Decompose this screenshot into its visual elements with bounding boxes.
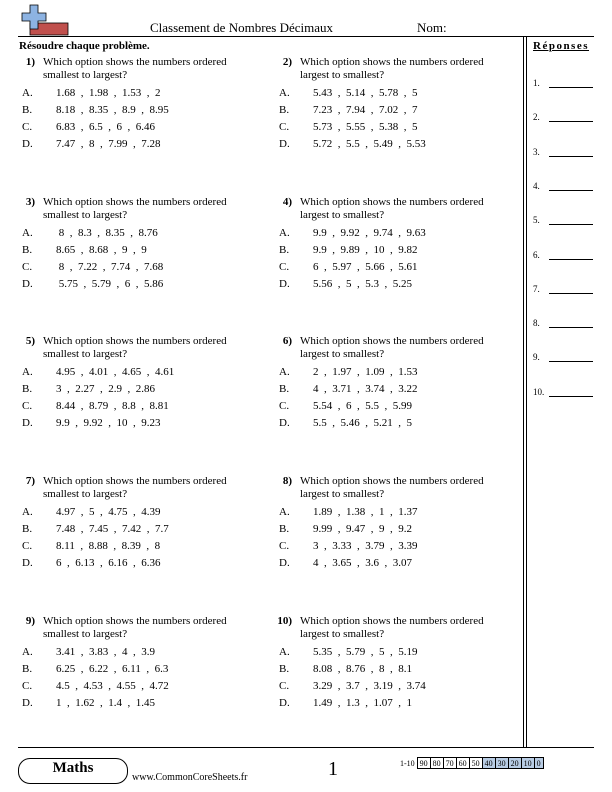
option-value: 2 , 1.97 , 1.09 , 1.53 bbox=[313, 366, 418, 378]
option-value: 4 , 3.71 , 3.74 , 3.22 bbox=[313, 383, 418, 395]
option-value: 9.9 , 9.92 , 9.74 , 9.63 bbox=[313, 227, 426, 239]
problem-number: 4) bbox=[282, 196, 292, 208]
instruction-text: Résoudre chaque problème. bbox=[19, 40, 150, 52]
problem-7 bbox=[19, 475, 259, 575]
score-range: 1-10 bbox=[400, 758, 415, 768]
problem-number: 2) bbox=[282, 56, 292, 68]
option-letter: D. bbox=[279, 417, 290, 429]
option-value: 8 , 7.22 , 7.74 , 7.68 bbox=[56, 261, 164, 273]
answer-blank[interactable] bbox=[549, 327, 593, 328]
option-letter: B. bbox=[279, 383, 290, 395]
answers-divider bbox=[523, 36, 524, 747]
problem-8 bbox=[276, 475, 516, 575]
answer-number: 2. bbox=[533, 112, 540, 123]
question-text: Which option shows the numbers ordered largest to smallest? bbox=[300, 475, 484, 500]
option-letter: A. bbox=[279, 646, 290, 658]
option-letter: A. bbox=[279, 366, 290, 378]
option-letter: B. bbox=[22, 244, 33, 256]
problem-2 bbox=[276, 56, 516, 156]
subject-label: Maths bbox=[52, 760, 94, 776]
header-divider bbox=[18, 36, 594, 37]
option-value: 5.35 , 5.79 , 5 , 5.19 bbox=[313, 646, 418, 658]
problem-number: 9) bbox=[25, 615, 35, 627]
option-letter: D. bbox=[22, 417, 33, 429]
answer-blank[interactable] bbox=[549, 190, 593, 191]
problem-number: 8) bbox=[282, 475, 292, 487]
answer-number: 5. bbox=[533, 215, 540, 226]
question-text: Which option shows the numbers ordered largest to smallest? bbox=[300, 56, 484, 81]
option-value: 8.18 , 8.35 , 8.9 , 8.95 bbox=[56, 104, 169, 116]
score-cell: 50 bbox=[469, 758, 482, 769]
score-cell: 90 bbox=[417, 758, 430, 769]
question-text: Which option shows the numbers ordered smallest to largest? bbox=[43, 335, 227, 360]
option-letter: C. bbox=[22, 540, 33, 552]
option-value: 5.75 , 5.79 , 6 , 5.86 bbox=[56, 278, 164, 290]
problem-6 bbox=[276, 335, 516, 435]
option-letter: D. bbox=[22, 138, 33, 150]
option-value: 7.23 , 7.94 , 7.02 , 7 bbox=[313, 104, 418, 116]
option-value: 5.73 , 5.55 , 5.38 , 5 bbox=[313, 121, 418, 133]
question-text: Which option shows the numbers ordered smallest to largest? bbox=[43, 196, 227, 221]
answer-number: 9. bbox=[533, 352, 540, 363]
option-value: 8.44 , 8.79 , 8.8 , 8.81 bbox=[56, 400, 169, 412]
answer-number: 7. bbox=[533, 283, 540, 294]
option-letter: B. bbox=[22, 104, 33, 116]
option-letter: C. bbox=[279, 261, 290, 273]
option-letter: D. bbox=[279, 697, 290, 709]
score-cell: 70 bbox=[443, 758, 456, 769]
score-cell: 20 bbox=[508, 758, 521, 769]
score-cell: 30 bbox=[495, 758, 508, 769]
option-value: 6 , 6.13 , 6.16 , 6.36 bbox=[56, 557, 161, 569]
option-value: 8.08 , 8.76 , 8 , 8.1 bbox=[313, 663, 412, 675]
option-letter: A. bbox=[279, 506, 290, 518]
option-letter: D. bbox=[22, 278, 33, 290]
option-value: 6 , 5.97 , 5.66 , 5.61 bbox=[313, 261, 418, 273]
option-letter: C. bbox=[22, 400, 33, 412]
answer-number: 4. bbox=[533, 180, 540, 191]
option-value: 5.5 , 5.46 , 5.21 , 5 bbox=[313, 417, 412, 429]
option-letter: C. bbox=[22, 121, 33, 133]
option-letter: B. bbox=[279, 104, 290, 116]
option-value: 8.11 , 8.88 , 8.39 , 8 bbox=[56, 540, 161, 552]
score-cell: 0 bbox=[534, 758, 543, 769]
site-url: www.CommonCoreSheets.fr bbox=[132, 772, 248, 783]
option-letter: A. bbox=[22, 87, 33, 99]
name-label: Nom: bbox=[417, 20, 447, 35]
option-letter: B. bbox=[279, 663, 290, 675]
option-value: 5.72 , 5.5 , 5.49 , 5.53 bbox=[313, 138, 426, 150]
problem-4 bbox=[276, 196, 516, 296]
option-letter: D. bbox=[22, 697, 33, 709]
option-letter: A. bbox=[22, 366, 33, 378]
option-value: 5.43 , 5.14 , 5.78 , 5 bbox=[313, 87, 418, 99]
problem-number: 5) bbox=[25, 335, 35, 347]
problem-number: 1) bbox=[25, 56, 35, 68]
option-value: 3 , 3.33 , 3.79 , 3.39 bbox=[313, 540, 418, 552]
problem-9 bbox=[19, 615, 259, 715]
question-text: Which option shows the numbers ordered largest to smallest? bbox=[300, 335, 484, 360]
option-value: 9.99 , 9.47 , 9 , 9.2 bbox=[313, 523, 412, 535]
option-letter: C. bbox=[22, 261, 33, 273]
answers-divider bbox=[526, 36, 527, 747]
question-text: Which option shows the numbers ordered smallest to largest? bbox=[43, 615, 227, 640]
option-value: 8 , 8.3 , 8.35 , 8.76 bbox=[56, 227, 158, 239]
problem-number: 7) bbox=[25, 475, 35, 487]
answer-blank[interactable] bbox=[549, 121, 593, 122]
answer-number: 1. bbox=[533, 78, 540, 88]
score-cell: 10 bbox=[521, 758, 534, 769]
option-value: 4.95 , 4.01 , 4.65 , 4.61 bbox=[56, 366, 175, 378]
plus-cross-logo-icon bbox=[18, 4, 70, 38]
answer-blank[interactable] bbox=[549, 259, 593, 260]
option-letter: A. bbox=[22, 646, 33, 658]
answer-number: 3. bbox=[533, 146, 540, 157]
answer-blank[interactable] bbox=[549, 87, 593, 88]
option-value: 3 , 2.27 , 2.9 , 2.86 bbox=[56, 383, 155, 395]
option-letter: C. bbox=[22, 680, 33, 692]
option-value: 6.83 , 6.5 , 6 , 6.46 bbox=[56, 121, 155, 133]
footer-divider bbox=[18, 747, 594, 748]
score-cell: 60 bbox=[456, 758, 469, 769]
problem-1 bbox=[19, 56, 259, 156]
problem-5 bbox=[19, 335, 259, 435]
option-value: 1.68 , 1.98 , 1.53 , 2 bbox=[56, 87, 161, 99]
score-row bbox=[398, 758, 543, 769]
option-letter: B. bbox=[279, 523, 290, 535]
option-value: 9.9 , 9.89 , 10 , 9.82 bbox=[313, 244, 418, 256]
problem-10 bbox=[276, 615, 516, 715]
score-cell: 40 bbox=[482, 758, 495, 769]
option-value: 3.29 , 3.7 , 3.19 , 3.74 bbox=[313, 680, 426, 692]
answer-blank[interactable] bbox=[549, 396, 593, 397]
option-value: 5.56 , 5 , 5.3 , 5.25 bbox=[313, 278, 412, 290]
answer-number: 10. bbox=[533, 386, 545, 397]
option-letter: D. bbox=[279, 278, 290, 290]
problem-number: 10) bbox=[277, 615, 292, 627]
answer-blank[interactable] bbox=[549, 156, 593, 157]
option-letter: B. bbox=[22, 663, 33, 675]
score-cell: 80 bbox=[430, 758, 443, 769]
option-letter: A. bbox=[22, 227, 33, 239]
option-letter: A. bbox=[279, 227, 290, 239]
option-value: 4.97 , 5 , 4.75 , 4.39 bbox=[56, 506, 161, 518]
option-letter: C. bbox=[279, 680, 290, 692]
option-value: 1 , 1.62 , 1.4 , 1.45 bbox=[56, 697, 155, 709]
question-text: Which option shows the numbers ordered largest to smallest? bbox=[300, 615, 484, 640]
problem-number: 3) bbox=[25, 196, 35, 208]
option-value: 5.54 , 6 , 5.5 , 5.99 bbox=[313, 400, 412, 412]
option-value: 6.25 , 6.22 , 6.11 , 6.3 bbox=[56, 663, 169, 675]
answers-title: Réponses bbox=[533, 40, 590, 52]
option-value: 8.65 , 8.68 , 9 , 9 bbox=[56, 244, 147, 256]
option-letter: A. bbox=[22, 506, 33, 518]
page-title: Classement de Nombres Décimaux bbox=[150, 20, 334, 35]
option-value: 4 , 3.65 , 3.6 , 3.07 bbox=[313, 557, 412, 569]
option-letter: B. bbox=[22, 523, 33, 535]
problem-number: 6) bbox=[282, 335, 292, 347]
score-table bbox=[398, 757, 544, 769]
answer-blank[interactable] bbox=[549, 293, 593, 294]
page-number: 1 bbox=[328, 758, 338, 780]
option-letter: C. bbox=[279, 121, 290, 133]
answer-blank[interactable] bbox=[549, 224, 593, 225]
option-value: 4.5 , 4.53 , 4.55 , 4.72 bbox=[56, 680, 169, 692]
option-letter: D. bbox=[279, 557, 290, 569]
answer-number: 8. bbox=[533, 318, 540, 329]
answer-blank[interactable] bbox=[549, 361, 593, 362]
option-letter: C. bbox=[279, 540, 290, 552]
option-letter: D. bbox=[22, 557, 33, 569]
option-letter: D. bbox=[279, 138, 290, 150]
option-letter: B. bbox=[279, 244, 290, 256]
option-letter: B. bbox=[22, 383, 33, 395]
option-value: 3.41 , 3.83 , 4 , 3.9 bbox=[56, 646, 155, 658]
question-text: Which option shows the numbers ordered smallest to largest? bbox=[43, 56, 227, 81]
option-value: 1.89 , 1.38 , 1 , 1.37 bbox=[313, 506, 418, 518]
answer-number: 6. bbox=[533, 249, 540, 260]
question-text: Which option shows the numbers ordered smallest to largest? bbox=[43, 475, 227, 500]
problem-3 bbox=[19, 196, 259, 296]
option-value: 7.47 , 8 , 7.99 , 7.28 bbox=[56, 138, 161, 150]
option-letter: A. bbox=[279, 87, 290, 99]
option-value: 9.9 , 9.92 , 10 , 9.23 bbox=[56, 417, 161, 429]
question-text: Which option shows the numbers ordered largest to smallest? bbox=[300, 196, 484, 221]
option-letter: C. bbox=[279, 400, 290, 412]
option-value: 7.48 , 7.45 , 7.42 , 7.7 bbox=[56, 523, 169, 535]
option-value: 1.49 , 1.3 , 1.07 , 1 bbox=[313, 697, 412, 709]
